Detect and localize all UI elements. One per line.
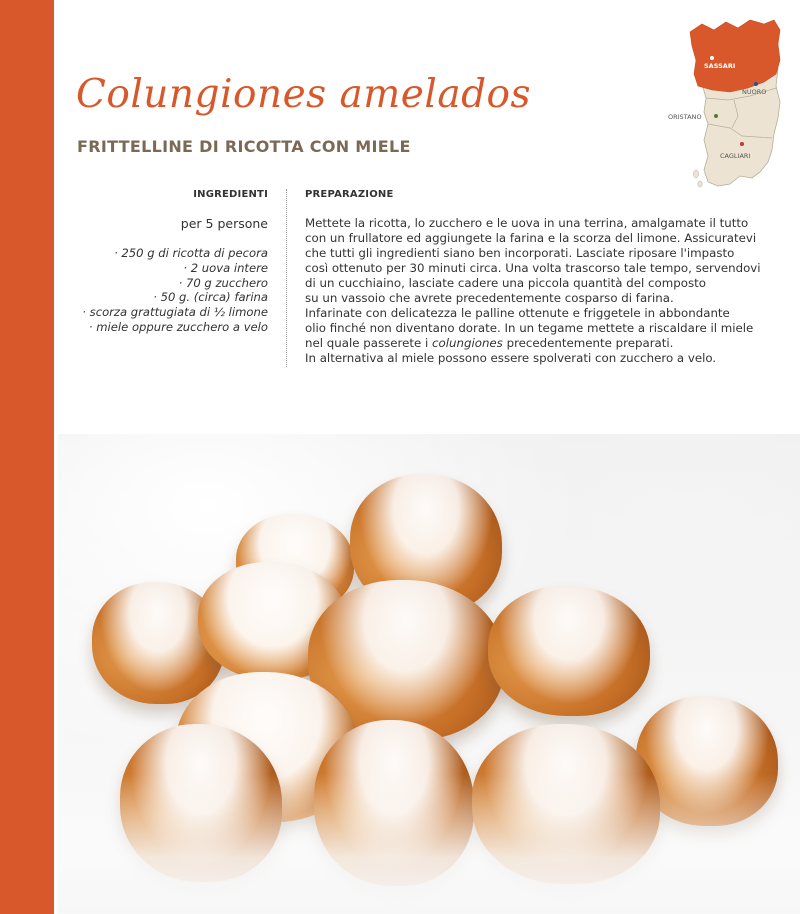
preparation-line: che tutti gli ingredienti siano ben incorporati. Lasciate riposare l'impasto	[305, 246, 735, 260]
column-divider	[286, 189, 287, 367]
preparation-line: con un frullatore ed aggiungete la farina e la scorza del limone. Assicuratevi	[305, 231, 757, 245]
preparation-line: così ottenuto per 30 minuti circa. Una volta trascorso tale tempo, servendovi	[305, 261, 761, 275]
map-label-cagliari: CAGLIARI	[720, 152, 751, 160]
preparation-line: nel quale passerete i colungiones precedentemente preparati.	[305, 336, 674, 350]
preparation-line: Infarinate con delicatezza le palline ottenute e friggetele in abbondante	[305, 306, 730, 320]
map-islet	[694, 170, 699, 178]
ingredient-item: · 2 uova intere	[183, 260, 268, 275]
recipe-subtitle: FRITTELLINE DI RICOTTA CON MIELE	[77, 137, 411, 156]
ingredient-item: · 50 g. (circa) farina	[153, 290, 268, 305]
preparation-line: Mettete la ricotta, lo zucchero e le uova in una terrina, amalgamate il tutto	[305, 216, 749, 230]
fritters-photo	[58, 434, 800, 914]
recipe-title: Colungiones amelados	[76, 72, 532, 117]
fritter	[488, 586, 650, 716]
map-label-nuoro: NUORO	[742, 88, 767, 96]
preparation-heading: PREPARAZIONE	[305, 189, 394, 200]
map-marker-nuoro	[754, 82, 758, 86]
ingredient-item: · scorza grattugiata di ½ limone	[82, 305, 268, 320]
map-marker-oristano	[714, 114, 718, 118]
ingredient-item: · 70 g zucchero	[178, 275, 268, 290]
sardinia-map	[668, 16, 790, 194]
ingredient-item: · 250 g di ricotta di pecora	[114, 246, 268, 260]
map-label-sassari: SASSARI	[704, 62, 736, 70]
map-label-oristano: ORISTANO	[668, 113, 702, 121]
ingredients-heading: INGREDIENTI	[193, 189, 268, 200]
ingredients-list	[82, 246, 268, 335]
map-marker-cagliari	[740, 142, 744, 146]
preparation-line: di un cucchiaino, lasciate cadere una piccola quantità del composto	[305, 276, 706, 290]
ingredient-item: · miele oppure zucchero a velo	[88, 319, 268, 334]
preparation-line: su un vassoio che avrete precedentemente cosparso di farina.	[305, 291, 674, 305]
preparation-line: In alternativa al miele possono essere spolverati con zucchero a velo.	[305, 351, 717, 365]
italic-term: colungiones	[432, 336, 503, 350]
side-color-band	[0, 0, 54, 914]
powdered-sugar	[58, 774, 800, 914]
map-islet	[698, 181, 702, 187]
preparation-text	[305, 216, 761, 366]
map-marker-sassari	[710, 56, 714, 60]
servings-text: per 5 persone	[180, 216, 268, 231]
preparation-line: olio finché non diventano dorate. In un tegame mettete a riscaldare il miele	[305, 321, 754, 335]
